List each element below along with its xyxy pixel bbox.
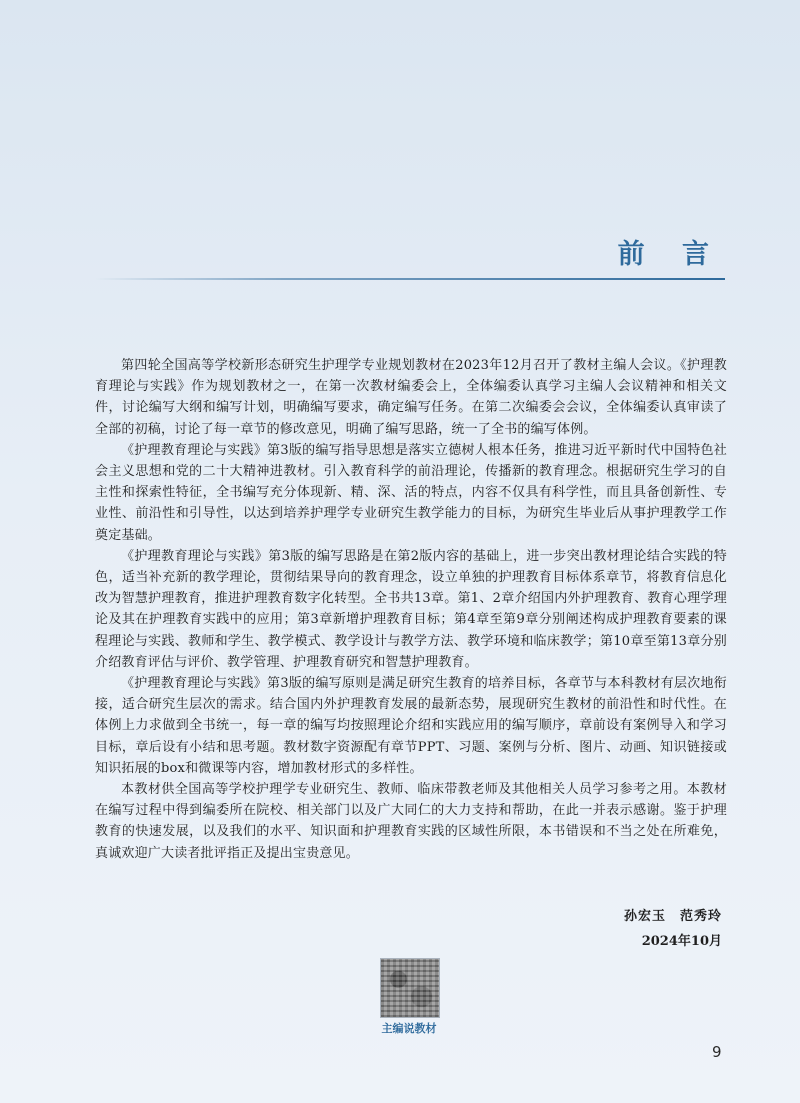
title-underline	[95, 278, 725, 280]
paragraph: 《护理教育理论与实践》第3版的编写思路是在第2版内容的基础上，进一步突出教材理论结合实践的特色，适当补充新的教学理论，贯彻结果导向的教育理念，设立单独的护理教育目标体系章节，将教育信息化改为智慧护理教育，推进护理教育数字化转型。全书共13章。第1、2章介绍国内外护理教育、教育心理学理论及其在护理教育实践中的应用；第3章新增护理教育目标；第4章至第9章分别阐述构成护理教育要素的课程理论与实践、教师和学生、教学模式、教学设计与教学方法、教学环境和临床教学；第10章至第13章分别介绍教育评估与评价、教学管理、护理教育研究和智慧护理教育。	[95, 548, 727, 670]
page-number: 9	[712, 1043, 722, 1061]
paragraph: 《护理教育理论与实践》第3版的编写原则是满足研究生教育的培养目标，各章节与本科教材有层次地衔接，适合研究生层次的需求。结合国内外护理教育发展的最新态势，展现研究生教材的前沿性和时代性。在体例上力求做到全书统一，每一章的编写均按照理论介绍和实践应用的编写顺序，章前设有案例导入和学习目标，章后设有小结和思考题。教材数字资源配有章节PPT、习题、案例与分析、图片、动画、知识链接或知识拓展的box和微课等内容，增加教材形式的多样性。	[95, 676, 727, 776]
signature-date: 2024年10月	[641, 934, 722, 949]
qr-code-icon[interactable]	[380, 958, 440, 1018]
page-title: 前 言	[617, 239, 723, 270]
paragraph: 第四轮全国高等学校新形态研究生护理学专业规划教材在2023年12月召开了教材主编人会议。《护理教育理论与实践》作为规划教材之一，在第一次教材编委会上，全体编委认真学习主编人会议精神和相关文件，讨论编写大纲和编写计划，明确编写要求，确定编写任务。在第二次编委会会议，全体编委认真审读了全部的初稿，讨论了每一章节的修改意见，明确了编写思路，统一了全书的编写体例。	[95, 358, 727, 437]
heading-block	[95, 232, 725, 280]
paragraph: 本教材供全国高等学校护理学专业研究生、教师、临床带教老师及其他相关人员学习参考之用。本教材在编写过程中得到编委所在院校、相关部门以及广大同仁的大力支持和帮助，在此一并表示感谢。鉴于护理教育的快速发展，以及我们的水平、知识面和护理教育实践的区域性所限，本书错误和不当之处在所难免，真诚欢迎广大读者批评指正及提出宝贵意见。	[95, 782, 727, 861]
preface-body	[95, 355, 727, 864]
paragraph: 《护理教育理论与实践》第3版的编写指导思想是落实立德树人根本任务，推进习近平新时代中国特色社会主义思想和党的二十大精神进教材。引入教育科学的前沿理论，传播新的教育理念。根据研究生学习的自主性和探索性特征，全书编写充分体现新、精、深、活的特点，内容不仅具有科学性，而且具备创新性、专业性、前沿性和引导性，以达到培养护理学专业研究生教学能力的目标，为研究生毕业后从事护理教学工作奠定基础。	[95, 442, 727, 543]
author-signature: 孙宏玉 范秀玲	[623, 909, 722, 924]
qr-caption: 主编说教材	[381, 1022, 437, 1035]
